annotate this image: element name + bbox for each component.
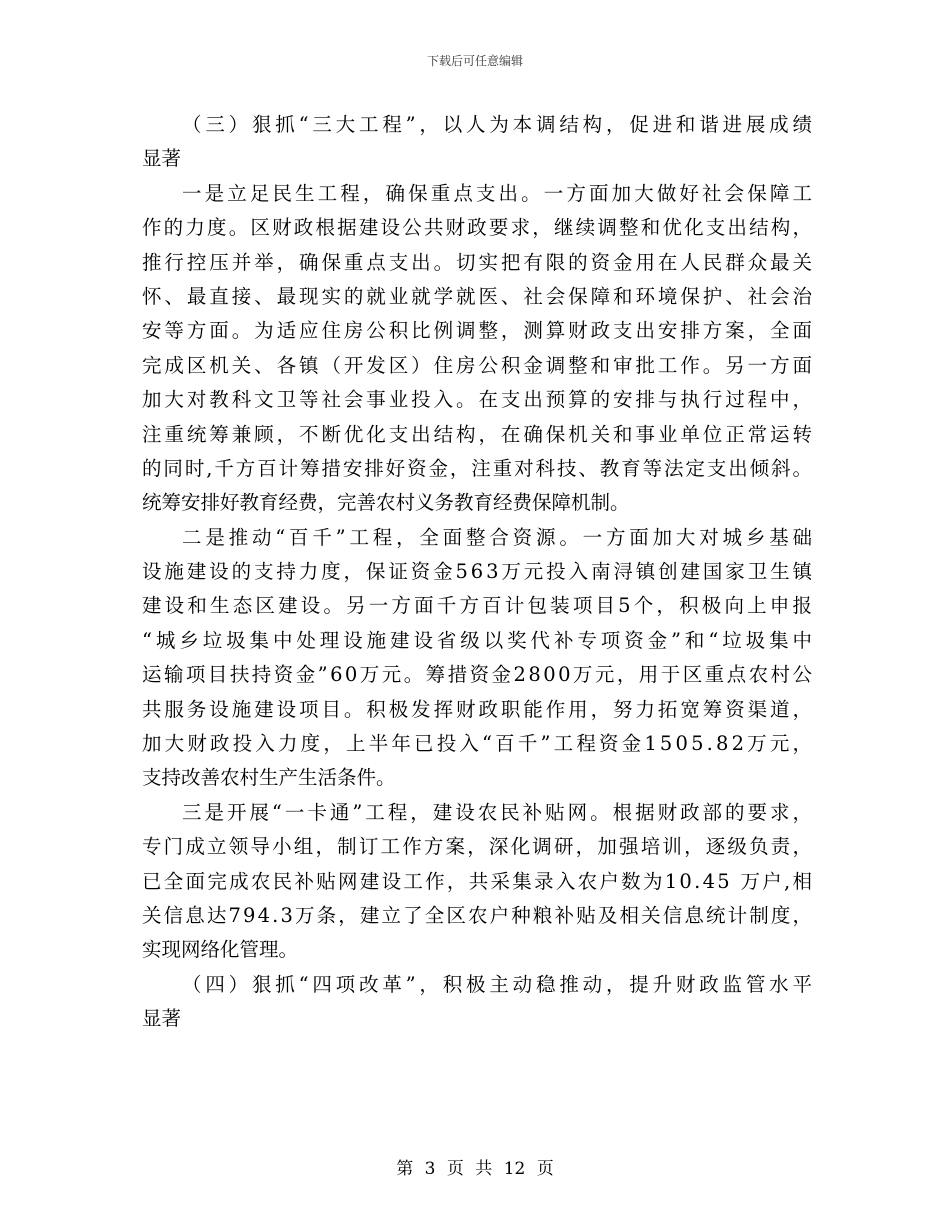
paragraph-line: 的同时,千方百计筹措安排好资金，注重对科技、教育等法定支出倾斜。 <box>142 456 814 480</box>
paragraph-line: 显著 <box>142 147 182 171</box>
paragraph-line: 显著 <box>142 1007 182 1031</box>
paragraph-first-line: 二是推动“百千”工程，全面整合资源。一方面加大对城乡基础 <box>182 525 816 549</box>
paragraph-line: 完成区机关、各镇（开发区）住房公积金调整和审批工作。另一方面 <box>142 353 815 377</box>
paragraph-line: 统筹安排好教育经费，完善农村义务教育经费保障机制。 <box>142 491 630 515</box>
paragraph-line: 安等方面。为适应住房公积比例调整，测算财政支出安排方案，全面 <box>142 319 815 343</box>
paragraph-line: 怀、最直接、最现实的就业就学就医、社会保障和环境保护、社会治 <box>142 284 815 308</box>
paragraph-line: 推行控压并举，确保重点支出。切实把有限的资金用在人民群众最关 <box>142 250 815 274</box>
paragraph-line: 共服务设施建设项目。积极发挥财政职能作用，努力拓宽筹资渠道， <box>142 697 815 721</box>
paragraph-line: 支持改善农村生产生活条件。 <box>142 766 396 790</box>
paragraph-line: 加大对教科文卫等社会事业投入。在支出预算的安排与执行过程中， <box>142 388 815 412</box>
paragraph-line: 注重统筹兼顾，不断优化支出结构，在确保机关和事业单位正常运转 <box>142 422 815 446</box>
paragraph-line: “城乡垃圾集中处理设施建设省级以奖代补专项资金”和“垃圾集中 <box>142 628 816 652</box>
paragraph-line: 专门成立领导小组，制订工作方案，深化调研，加强培训，逐级负责， <box>142 835 815 859</box>
paragraph-line: 作的力度。区财政根据建设公共财政要求，继续调整和优化支出结构， <box>142 216 815 240</box>
paragraph-line: 建设和生态区建设。另一方面千方百计包装项目5个，积极向上申报 <box>142 594 816 618</box>
paragraph-first-line: （四）狠抓“四项改革”，积极主动稳推动，提升财政监管水平 <box>182 972 816 996</box>
paragraph-line: 设施建设的支持力度，保证资金563万元投入南浔镇创建国家卫生镇 <box>142 560 815 584</box>
page-header: 下载后可任意编辑 <box>426 54 523 68</box>
paragraph-first-line: （三）狠抓“三大工程”，以人为本调结构，促进和谐进展成绩 <box>182 113 816 136</box>
document-body <box>142 108 816 1037</box>
paragraph-line: 加大财政投入力度，上半年已投入“百千”工程资金1505.82万元， <box>142 732 816 756</box>
paragraph-first-line: 一是立足民生工程，确保重点支出。一方面加大做好社会保障工 <box>182 181 816 205</box>
paragraph-line: 实现网络化管理。 <box>142 938 299 962</box>
paragraph-first-line: 三是开展“一卡通”工程，建设农民补贴网。根据财政部的要求， <box>182 800 815 824</box>
paragraph-line: 运输项目扶持资金”60万元。筹措资金2800万元，用于区重点农村公 <box>142 663 815 687</box>
paragraph-line: 已全面完成农民补贴网建设工作，共采集录入农户数为10.45 万户,相 <box>142 869 815 893</box>
page-footer: 第 3 页 共 12 页 <box>396 1159 554 1179</box>
paragraph-line: 关信息达794.3万条，建立了全区农户种粮补贴及相关信息统计制度， <box>142 903 815 927</box>
